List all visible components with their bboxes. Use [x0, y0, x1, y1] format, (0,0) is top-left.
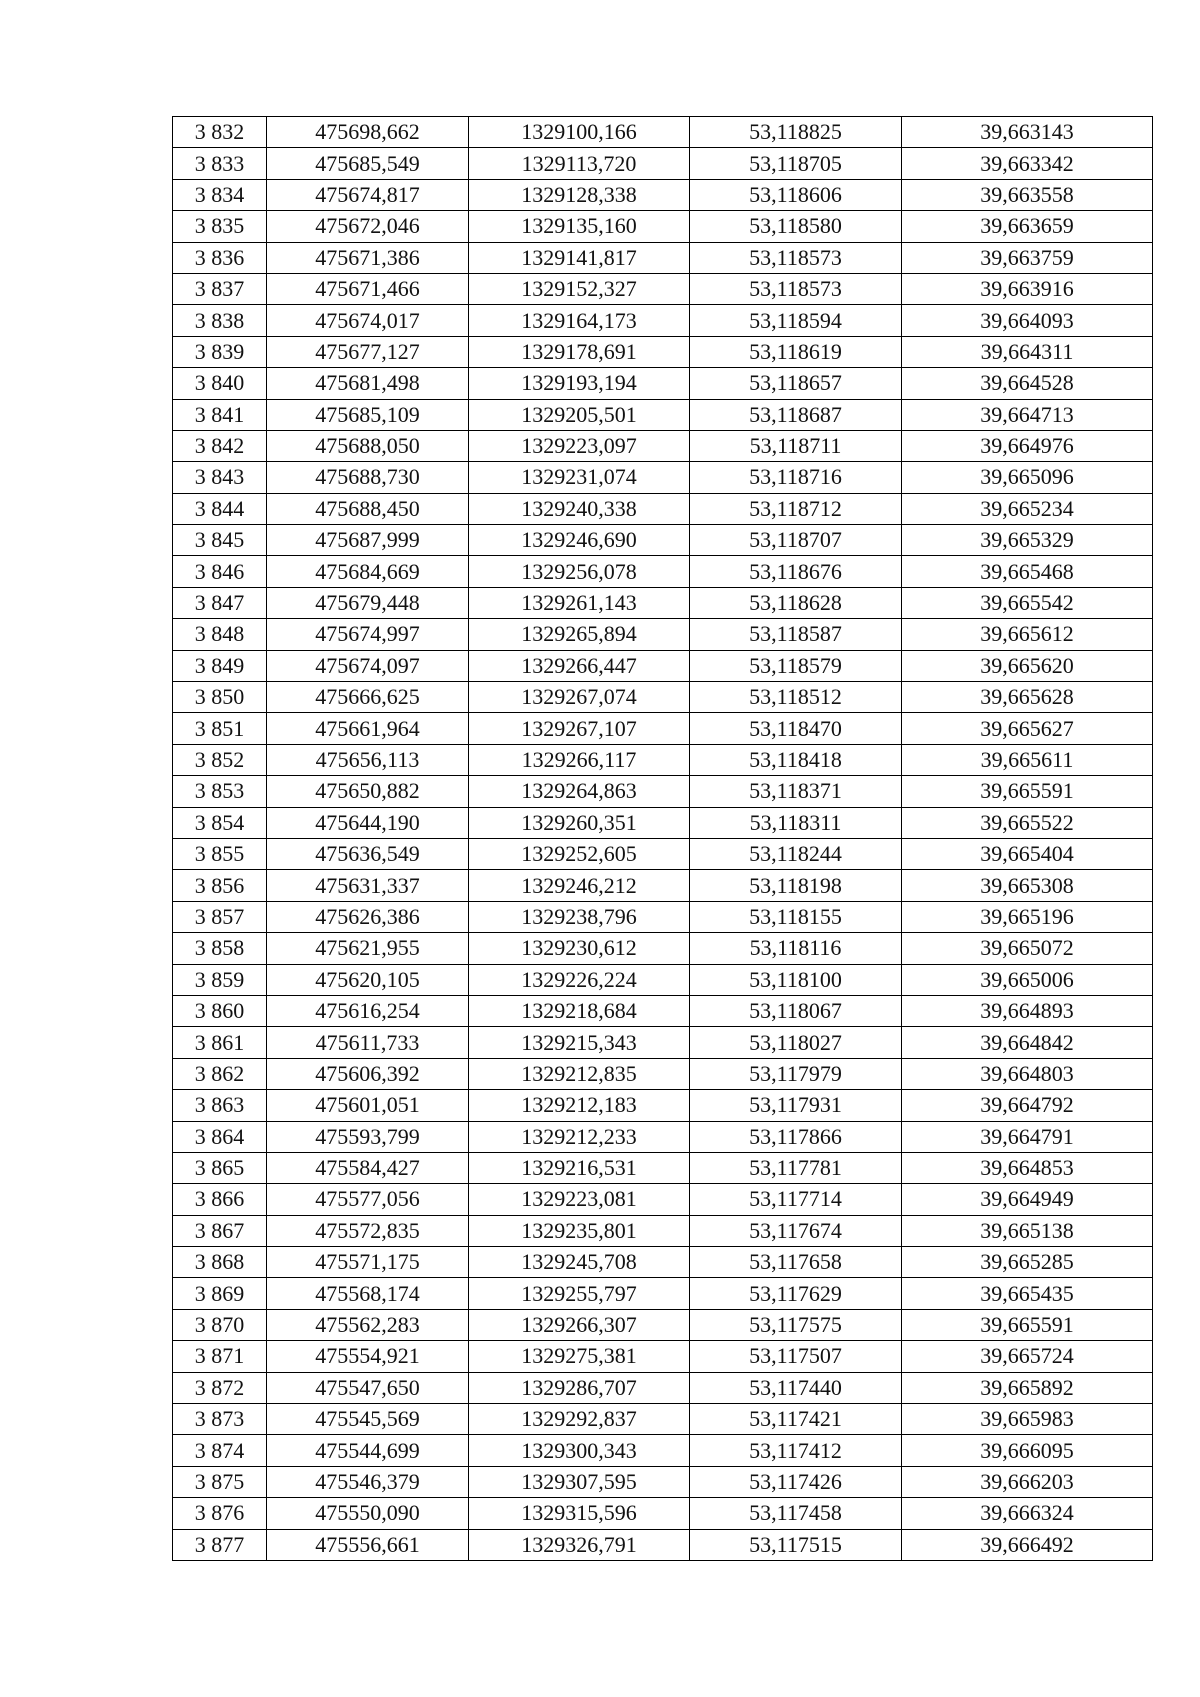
- latitude-cell: 53,118825: [690, 117, 902, 148]
- longitude-cell: 39,664311: [902, 336, 1153, 367]
- point-number-cell: 3 876: [173, 1498, 267, 1529]
- longitude-cell: 39,664893: [902, 995, 1153, 1026]
- x-coordinate-cell: 475677,127: [267, 336, 469, 367]
- longitude-cell: 39,665006: [902, 964, 1153, 995]
- point-number-cell: 3 850: [173, 682, 267, 713]
- latitude-cell: 53,117458: [690, 1498, 902, 1529]
- point-number-cell: 3 869: [173, 1278, 267, 1309]
- point-number-cell: 3 858: [173, 933, 267, 964]
- y-coordinate-cell: 1329245,708: [469, 1247, 690, 1278]
- point-number-cell: 3 856: [173, 870, 267, 901]
- longitude-cell: 39,665072: [902, 933, 1153, 964]
- table-row: [173, 525, 1153, 556]
- latitude-cell: 53,117781: [690, 1152, 902, 1183]
- table-row: [173, 1121, 1153, 1152]
- point-number-cell: 3 860: [173, 995, 267, 1026]
- latitude-cell: 53,118587: [690, 619, 902, 650]
- latitude-cell: 53,118244: [690, 838, 902, 869]
- latitude-cell: 53,118067: [690, 995, 902, 1026]
- point-number-cell: 3 865: [173, 1152, 267, 1183]
- latitude-cell: 53,117426: [690, 1466, 902, 1497]
- x-coordinate-cell: 475679,448: [267, 587, 469, 618]
- y-coordinate-cell: 1329113,720: [469, 148, 690, 179]
- x-coordinate-cell: 475650,882: [267, 776, 469, 807]
- longitude-cell: 39,666324: [902, 1498, 1153, 1529]
- latitude-cell: 53,118573: [690, 273, 902, 304]
- longitude-cell: 39,665285: [902, 1247, 1153, 1278]
- longitude-cell: 39,665468: [902, 556, 1153, 587]
- longitude-cell: 39,665096: [902, 462, 1153, 493]
- y-coordinate-cell: 1329226,224: [469, 964, 690, 995]
- x-coordinate-cell: 475661,964: [267, 713, 469, 744]
- point-number-cell: 3 864: [173, 1121, 267, 1152]
- point-number-cell: 3 872: [173, 1372, 267, 1403]
- point-number-cell: 3 873: [173, 1404, 267, 1435]
- longitude-cell: 39,665620: [902, 650, 1153, 681]
- x-coordinate-cell: 475688,050: [267, 430, 469, 461]
- x-coordinate-cell: 475674,017: [267, 305, 469, 336]
- y-coordinate-cell: 1329193,194: [469, 368, 690, 399]
- x-coordinate-cell: 475611,733: [267, 1027, 469, 1058]
- x-coordinate-cell: 475685,109: [267, 399, 469, 430]
- point-number-cell: 3 849: [173, 650, 267, 681]
- x-coordinate-cell: 475550,090: [267, 1498, 469, 1529]
- y-coordinate-cell: 1329205,501: [469, 399, 690, 430]
- point-number-cell: 3 833: [173, 148, 267, 179]
- table-row: [173, 1372, 1153, 1403]
- point-number-cell: 3 875: [173, 1466, 267, 1497]
- latitude-cell: 53,117931: [690, 1090, 902, 1121]
- latitude-cell: 53,117507: [690, 1341, 902, 1372]
- coordinates-table-body: [173, 117, 1153, 1561]
- y-coordinate-cell: 1329230,612: [469, 933, 690, 964]
- x-coordinate-cell: 475544,699: [267, 1435, 469, 1466]
- x-coordinate-cell: 475698,662: [267, 117, 469, 148]
- latitude-cell: 53,118198: [690, 870, 902, 901]
- point-number-cell: 3 836: [173, 242, 267, 273]
- longitude-cell: 39,664713: [902, 399, 1153, 430]
- table-row: [173, 1247, 1153, 1278]
- point-number-cell: 3 874: [173, 1435, 267, 1466]
- point-number-cell: 3 859: [173, 964, 267, 995]
- latitude-cell: 53,117866: [690, 1121, 902, 1152]
- table-row: [173, 336, 1153, 367]
- point-number-cell: 3 877: [173, 1529, 267, 1560]
- longitude-cell: 39,663143: [902, 117, 1153, 148]
- y-coordinate-cell: 1329252,605: [469, 838, 690, 869]
- y-coordinate-cell: 1329261,143: [469, 587, 690, 618]
- y-coordinate-cell: 1329141,817: [469, 242, 690, 273]
- table-row: [173, 148, 1153, 179]
- x-coordinate-cell: 475631,337: [267, 870, 469, 901]
- point-number-cell: 3 854: [173, 807, 267, 838]
- table-row: [173, 870, 1153, 901]
- longitude-cell: 39,663759: [902, 242, 1153, 273]
- latitude-cell: 53,118687: [690, 399, 902, 430]
- x-coordinate-cell: 475685,549: [267, 148, 469, 179]
- y-coordinate-cell: 1329235,801: [469, 1215, 690, 1246]
- longitude-cell: 39,664976: [902, 430, 1153, 461]
- y-coordinate-cell: 1329266,307: [469, 1309, 690, 1340]
- table-row: [173, 462, 1153, 493]
- point-number-cell: 3 838: [173, 305, 267, 336]
- point-number-cell: 3 840: [173, 368, 267, 399]
- table-row: [173, 838, 1153, 869]
- table-row: [173, 493, 1153, 524]
- longitude-cell: 39,665892: [902, 1372, 1153, 1403]
- y-coordinate-cell: 1329238,796: [469, 901, 690, 932]
- table-row: [173, 1341, 1153, 1372]
- x-coordinate-cell: 475571,175: [267, 1247, 469, 1278]
- y-coordinate-cell: 1329212,233: [469, 1121, 690, 1152]
- latitude-cell: 53,118418: [690, 744, 902, 775]
- table-row: [173, 1215, 1153, 1246]
- table-row: [173, 1184, 1153, 1215]
- y-coordinate-cell: 1329286,707: [469, 1372, 690, 1403]
- longitude-cell: 39,665435: [902, 1278, 1153, 1309]
- x-coordinate-cell: 475674,097: [267, 650, 469, 681]
- latitude-cell: 53,118512: [690, 682, 902, 713]
- point-number-cell: 3 870: [173, 1309, 267, 1340]
- point-number-cell: 3 857: [173, 901, 267, 932]
- longitude-cell: 39,664853: [902, 1152, 1153, 1183]
- table-row: [173, 117, 1153, 148]
- longitude-cell: 39,663342: [902, 148, 1153, 179]
- latitude-cell: 53,117515: [690, 1529, 902, 1560]
- table-row: [173, 1435, 1153, 1466]
- point-number-cell: 3 841: [173, 399, 267, 430]
- latitude-cell: 53,117979: [690, 1058, 902, 1089]
- y-coordinate-cell: 1329100,166: [469, 117, 690, 148]
- x-coordinate-cell: 475601,051: [267, 1090, 469, 1121]
- table-row: [173, 901, 1153, 932]
- longitude-cell: 39,664842: [902, 1027, 1153, 1058]
- latitude-cell: 53,118311: [690, 807, 902, 838]
- point-number-cell: 3 832: [173, 117, 267, 148]
- longitude-cell: 39,665234: [902, 493, 1153, 524]
- x-coordinate-cell: 475545,569: [267, 1404, 469, 1435]
- table-row: [173, 619, 1153, 650]
- latitude-cell: 53,118619: [690, 336, 902, 367]
- table-row: [173, 1466, 1153, 1497]
- y-coordinate-cell: 1329267,107: [469, 713, 690, 744]
- x-coordinate-cell: 475671,466: [267, 273, 469, 304]
- latitude-cell: 53,118707: [690, 525, 902, 556]
- point-number-cell: 3 853: [173, 776, 267, 807]
- y-coordinate-cell: 1329128,338: [469, 179, 690, 210]
- x-coordinate-cell: 475620,105: [267, 964, 469, 995]
- table-row: [173, 242, 1153, 273]
- table-row: [173, 650, 1153, 681]
- x-coordinate-cell: 475547,650: [267, 1372, 469, 1403]
- longitude-cell: 39,665983: [902, 1404, 1153, 1435]
- table-row: [173, 1498, 1153, 1529]
- x-coordinate-cell: 475577,056: [267, 1184, 469, 1215]
- table-row: [173, 1152, 1153, 1183]
- y-coordinate-cell: 1329223,097: [469, 430, 690, 461]
- point-number-cell: 3 852: [173, 744, 267, 775]
- latitude-cell: 53,118705: [690, 148, 902, 179]
- point-number-cell: 3 861: [173, 1027, 267, 1058]
- longitude-cell: 39,665329: [902, 525, 1153, 556]
- longitude-cell: 39,665627: [902, 713, 1153, 744]
- x-coordinate-cell: 475554,921: [267, 1341, 469, 1372]
- y-coordinate-cell: 1329326,791: [469, 1529, 690, 1560]
- latitude-cell: 53,118027: [690, 1027, 902, 1058]
- y-coordinate-cell: 1329265,894: [469, 619, 690, 650]
- table-row: [173, 211, 1153, 242]
- longitude-cell: 39,665138: [902, 1215, 1153, 1246]
- longitude-cell: 39,663659: [902, 211, 1153, 242]
- table-row: [173, 1404, 1153, 1435]
- longitude-cell: 39,664093: [902, 305, 1153, 336]
- x-coordinate-cell: 475593,799: [267, 1121, 469, 1152]
- y-coordinate-cell: 1329255,797: [469, 1278, 690, 1309]
- latitude-cell: 53,118470: [690, 713, 902, 744]
- point-number-cell: 3 847: [173, 587, 267, 618]
- table-row: [173, 399, 1153, 430]
- y-coordinate-cell: 1329246,690: [469, 525, 690, 556]
- y-coordinate-cell: 1329292,837: [469, 1404, 690, 1435]
- table-row: [173, 1090, 1153, 1121]
- x-coordinate-cell: 475572,835: [267, 1215, 469, 1246]
- y-coordinate-cell: 1329178,691: [469, 336, 690, 367]
- x-coordinate-cell: 475626,386: [267, 901, 469, 932]
- x-coordinate-cell: 475674,817: [267, 179, 469, 210]
- y-coordinate-cell: 1329223,081: [469, 1184, 690, 1215]
- latitude-cell: 53,118676: [690, 556, 902, 587]
- y-coordinate-cell: 1329264,863: [469, 776, 690, 807]
- x-coordinate-cell: 475674,997: [267, 619, 469, 650]
- point-number-cell: 3 843: [173, 462, 267, 493]
- point-number-cell: 3 855: [173, 838, 267, 869]
- x-coordinate-cell: 475672,046: [267, 211, 469, 242]
- point-number-cell: 3 835: [173, 211, 267, 242]
- latitude-cell: 53,118573: [690, 242, 902, 273]
- latitude-cell: 53,117629: [690, 1278, 902, 1309]
- latitude-cell: 53,118628: [690, 587, 902, 618]
- x-coordinate-cell: 475562,283: [267, 1309, 469, 1340]
- latitude-cell: 53,117412: [690, 1435, 902, 1466]
- latitude-cell: 53,117421: [690, 1404, 902, 1435]
- y-coordinate-cell: 1329212,183: [469, 1090, 690, 1121]
- y-coordinate-cell: 1329246,212: [469, 870, 690, 901]
- x-coordinate-cell: 475688,450: [267, 493, 469, 524]
- latitude-cell: 53,117658: [690, 1247, 902, 1278]
- latitude-cell: 53,118657: [690, 368, 902, 399]
- x-coordinate-cell: 475606,392: [267, 1058, 469, 1089]
- point-number-cell: 3 839: [173, 336, 267, 367]
- longitude-cell: 39,664803: [902, 1058, 1153, 1089]
- longitude-cell: 39,663558: [902, 179, 1153, 210]
- y-coordinate-cell: 1329215,343: [469, 1027, 690, 1058]
- latitude-cell: 53,118711: [690, 430, 902, 461]
- y-coordinate-cell: 1329231,074: [469, 462, 690, 493]
- point-number-cell: 3 871: [173, 1341, 267, 1372]
- longitude-cell: 39,664949: [902, 1184, 1153, 1215]
- point-number-cell: 3 863: [173, 1090, 267, 1121]
- table-row: [173, 776, 1153, 807]
- longitude-cell: 39,665591: [902, 776, 1153, 807]
- y-coordinate-cell: 1329275,381: [469, 1341, 690, 1372]
- longitude-cell: 39,665522: [902, 807, 1153, 838]
- point-number-cell: 3 842: [173, 430, 267, 461]
- table-row: [173, 179, 1153, 210]
- x-coordinate-cell: 475616,254: [267, 995, 469, 1026]
- longitude-cell: 39,665196: [902, 901, 1153, 932]
- latitude-cell: 53,118371: [690, 776, 902, 807]
- table-row: [173, 430, 1153, 461]
- table-row: [173, 682, 1153, 713]
- latitude-cell: 53,117575: [690, 1309, 902, 1340]
- table-row: [173, 933, 1153, 964]
- longitude-cell: 39,665724: [902, 1341, 1153, 1372]
- x-coordinate-cell: 475688,730: [267, 462, 469, 493]
- x-coordinate-cell: 475644,190: [267, 807, 469, 838]
- table-row: [173, 368, 1153, 399]
- y-coordinate-cell: 1329267,074: [469, 682, 690, 713]
- table-row: [173, 1309, 1153, 1340]
- y-coordinate-cell: 1329240,338: [469, 493, 690, 524]
- point-number-cell: 3 867: [173, 1215, 267, 1246]
- table-row: [173, 744, 1153, 775]
- x-coordinate-cell: 475568,174: [267, 1278, 469, 1309]
- longitude-cell: 39,665591: [902, 1309, 1153, 1340]
- table-row: [173, 713, 1153, 744]
- longitude-cell: 39,665628: [902, 682, 1153, 713]
- point-number-cell: 3 837: [173, 273, 267, 304]
- x-coordinate-cell: 475666,625: [267, 682, 469, 713]
- table-row: [173, 587, 1153, 618]
- longitude-cell: 39,665611: [902, 744, 1153, 775]
- longitude-cell: 39,666203: [902, 1466, 1153, 1497]
- y-coordinate-cell: 1329152,327: [469, 273, 690, 304]
- table-row: [173, 1278, 1153, 1309]
- latitude-cell: 53,117674: [690, 1215, 902, 1246]
- point-number-cell: 3 851: [173, 713, 267, 744]
- longitude-cell: 39,664791: [902, 1121, 1153, 1152]
- x-coordinate-cell: 475684,669: [267, 556, 469, 587]
- table-row: [173, 1058, 1153, 1089]
- latitude-cell: 53,118155: [690, 901, 902, 932]
- longitude-cell: 39,665404: [902, 838, 1153, 869]
- longitude-cell: 39,666095: [902, 1435, 1153, 1466]
- y-coordinate-cell: 1329315,596: [469, 1498, 690, 1529]
- table-row: [173, 305, 1153, 336]
- coordinates-table: [172, 116, 1153, 1561]
- longitude-cell: 39,665542: [902, 587, 1153, 618]
- table-row: [173, 995, 1153, 1026]
- y-coordinate-cell: 1329218,684: [469, 995, 690, 1026]
- table-row: [173, 1027, 1153, 1058]
- latitude-cell: 53,118580: [690, 211, 902, 242]
- y-coordinate-cell: 1329212,835: [469, 1058, 690, 1089]
- y-coordinate-cell: 1329260,351: [469, 807, 690, 838]
- longitude-cell: 39,665308: [902, 870, 1153, 901]
- x-coordinate-cell: 475687,999: [267, 525, 469, 556]
- latitude-cell: 53,117714: [690, 1184, 902, 1215]
- y-coordinate-cell: 1329135,160: [469, 211, 690, 242]
- point-number-cell: 3 846: [173, 556, 267, 587]
- x-coordinate-cell: 475556,661: [267, 1529, 469, 1560]
- y-coordinate-cell: 1329216,531: [469, 1152, 690, 1183]
- x-coordinate-cell: 475636,549: [267, 838, 469, 869]
- point-number-cell: 3 844: [173, 493, 267, 524]
- latitude-cell: 53,118579: [690, 650, 902, 681]
- point-number-cell: 3 845: [173, 525, 267, 556]
- point-number-cell: 3 868: [173, 1247, 267, 1278]
- longitude-cell: 39,665612: [902, 619, 1153, 650]
- longitude-cell: 39,666492: [902, 1529, 1153, 1560]
- x-coordinate-cell: 475584,427: [267, 1152, 469, 1183]
- table-row: [173, 273, 1153, 304]
- table-row: [173, 807, 1153, 838]
- y-coordinate-cell: 1329266,117: [469, 744, 690, 775]
- y-coordinate-cell: 1329300,343: [469, 1435, 690, 1466]
- latitude-cell: 53,118712: [690, 493, 902, 524]
- x-coordinate-cell: 475656,113: [267, 744, 469, 775]
- x-coordinate-cell: 475671,386: [267, 242, 469, 273]
- latitude-cell: 53,118594: [690, 305, 902, 336]
- table-row: [173, 1529, 1153, 1560]
- latitude-cell: 53,118716: [690, 462, 902, 493]
- point-number-cell: 3 834: [173, 179, 267, 210]
- point-number-cell: 3 862: [173, 1058, 267, 1089]
- table-row: [173, 964, 1153, 995]
- x-coordinate-cell: 475546,379: [267, 1466, 469, 1497]
- latitude-cell: 53,118116: [690, 933, 902, 964]
- latitude-cell: 53,118100: [690, 964, 902, 995]
- y-coordinate-cell: 1329256,078: [469, 556, 690, 587]
- latitude-cell: 53,118606: [690, 179, 902, 210]
- y-coordinate-cell: 1329164,173: [469, 305, 690, 336]
- table-row: [173, 556, 1153, 587]
- y-coordinate-cell: 1329307,595: [469, 1466, 690, 1497]
- point-number-cell: 3 866: [173, 1184, 267, 1215]
- x-coordinate-cell: 475681,498: [267, 368, 469, 399]
- longitude-cell: 39,663916: [902, 273, 1153, 304]
- point-number-cell: 3 848: [173, 619, 267, 650]
- y-coordinate-cell: 1329266,447: [469, 650, 690, 681]
- latitude-cell: 53,117440: [690, 1372, 902, 1403]
- x-coordinate-cell: 475621,955: [267, 933, 469, 964]
- longitude-cell: 39,664792: [902, 1090, 1153, 1121]
- longitude-cell: 39,664528: [902, 368, 1153, 399]
